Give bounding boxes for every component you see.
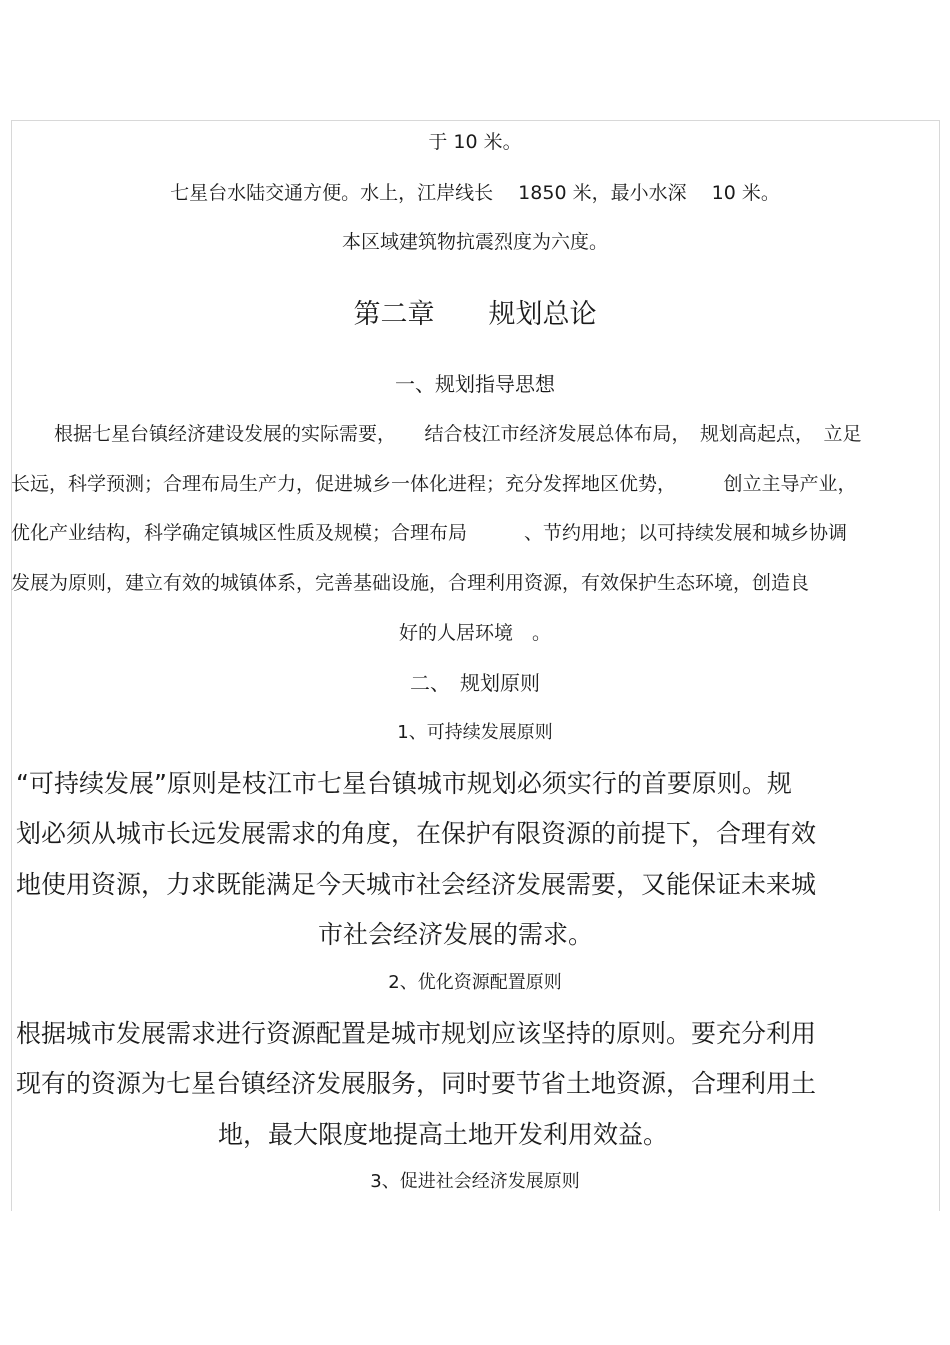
section1-line-2: 长远，科学预测；合理布局生产力，促进城乡一体化进程；充分发挥地区优势， 创立主导产业， [11,473,857,495]
principle-1-line-4: 市社会经济发展的需求。 [318,920,594,949]
principle-1-line-3: 地使用资源，力求既能满足今天城市社会经济发展需要，又能保证未来城 [16,870,817,899]
intro-line-2: 七星台水陆交通方便。水上，江岸线长 1850 米，最小水深 10 米。 [170,182,780,204]
principle-3-title: 3、促进社会经济发展原则 [370,1171,580,1192]
principle-2-line-2: 现有的资源为七星台镇经济发展服务，同时要节省土地资源，合理利用土 [16,1069,817,1098]
intro-line-3: 本区域建筑物抗震烈度为六度。 [341,231,608,253]
principle-1-line-2: 划必须从城市长远发展需求的角度，在保护有限资源的前提下，合理有效 [16,819,817,848]
section1-line-1: 根据七星台镇经济建设发展的实际需要， 结合枝江市经济发展总体布局， 规划高起点， 立足 [54,423,862,445]
section1-line-3: 优化产业结构，科学确定镇城区性质及规模；合理布局 、节约用地；以可持续发展和城乡协调 [11,522,848,544]
intro-line-1: 于 10 米。 [428,131,522,153]
section1-line-5: 好的人居环境 。 [398,622,551,644]
principle-2-title: 2、优化资源配置原则 [388,972,562,993]
section1-heading: 一、规划指导思想 [395,372,555,396]
principle-1-title: 1、可持续发展原则 [397,722,553,743]
chapter-title: 第二章 规划总论 [353,299,597,330]
section1-line-4: 发展为原则，建立有效的城镇体系，完善基础设施，合理利用资源，有效保护生态环境，创造良 [11,572,810,594]
principle-1-line-1: “可持续发展”原则是枝江市七星台镇城市规划必须实行的首要原则。规 [16,769,792,798]
principle-2-line-1: 根据城市发展需求进行资源配置是城市规划应该坚持的原则。要充分利用 [16,1019,817,1048]
principle-2-line-3: 地，最大限度地提高土地开发利用效益。 [218,1120,669,1149]
section2-heading: 二、 规划原则 [410,671,540,695]
